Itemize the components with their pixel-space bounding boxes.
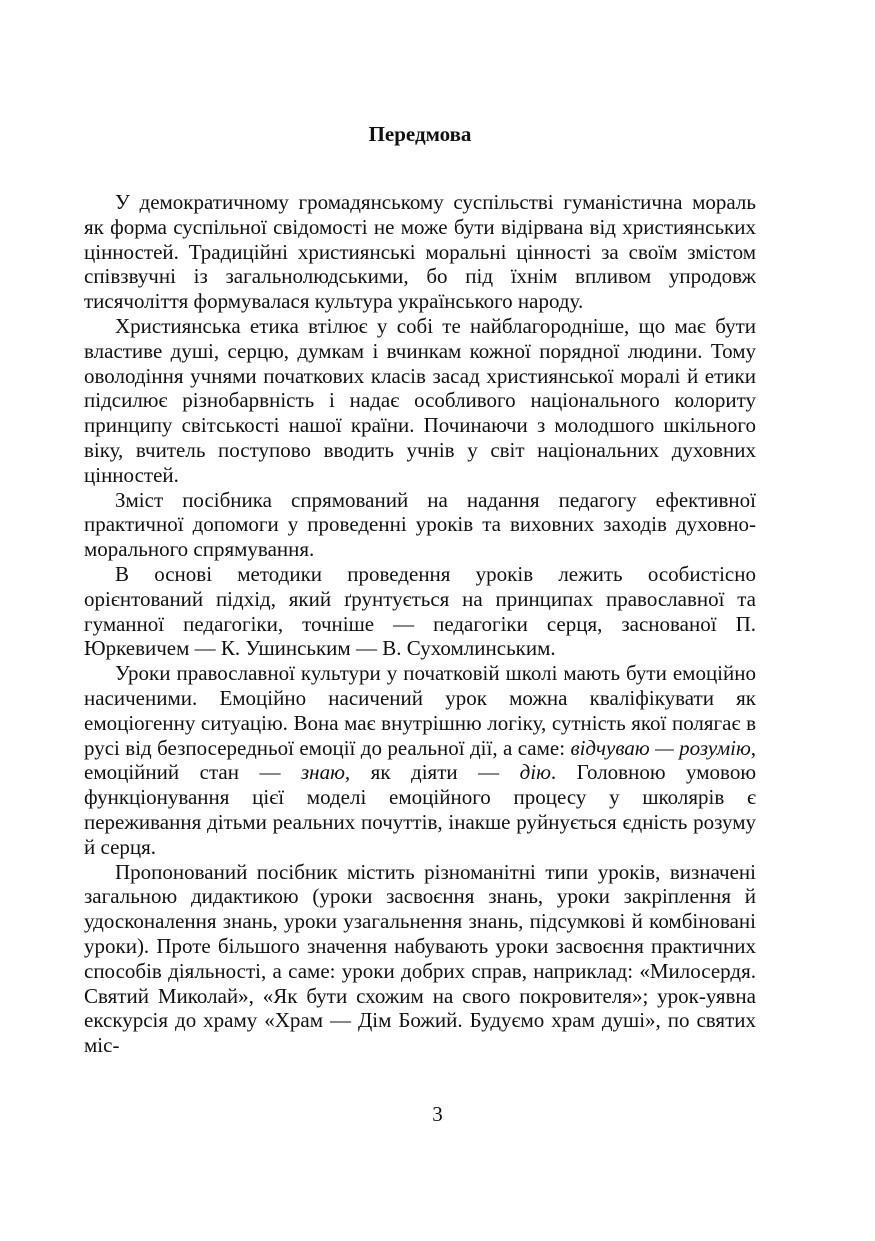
paragraph-4: В основі методики проведення уроків лежить особистісно орієнтований підхід, який ґрунтується на принципах православної та гуманної педагогіки, точніше — педагогіки серця, заснованої П. Юркевичем — К. Ушинським — В. Сухомлинським. xyxy=(84,561,756,661)
paragraph-5-emphasis-2: знаю, xyxy=(300,760,351,785)
page-title: Передмова xyxy=(368,122,472,146)
paragraph-5-emphasis-3: дію xyxy=(519,760,551,785)
paragraph-5-text-3: як діяти — xyxy=(350,760,520,785)
paragraph-6: Пропонований посібник містить різноманітні типи уроків, визначені загальною дидактикою (уроки засвоєння знань, уроки закріплення й удосконалення знань, уроки узагальнення знань, підсумкові й комбіновані уроки). Проте більшого значення набувають уроки засвоєння практичних способів діяльності, а саме: уроки добрих справ, наприклад: «Милосердя. Святий Миколай», «Як бути схожим на свого покровителя»; урок-уявна екскурсія до храму «Храм — Дім Божий. Будуємо храм душі», по святих міс- xyxy=(84,859,756,1058)
paragraph-3: Зміст посібника спрямований на надання педагогу ефективної практичної допомоги у проведенні уроків та виховних заходів духовно-морального спрямування. xyxy=(84,487,756,562)
paragraph-5 xyxy=(84,661,756,859)
paragraph-1: У демократичному громадянському суспільстві гуманістична мораль як форма суспільної свідомості не може бути відірвана від християнських цінностей. Традиційні християнські моральні цінності за своїм змістом співзвучні із загальнолюдськими, бо під їхнім впливом упродовж тисячоліття формувалася культура українського народу. xyxy=(84,190,756,314)
paragraph-2: Християнська етика втілює у собі те найблагородніше, що має бути властиве душі, серцю, думкам і вчинкам кожної порядної людини. Тому оволодіння учнями початкових класів засад християнської моралі й етики підсилює різнобарвність і надає особливого національного колориту принципу світськості нашої країни. Починаючи з молодшого шкільного віку, вчитель поступово вводить учнів у світ національних духовних цінностей. xyxy=(84,313,756,487)
paragraph-5-text-4: . Головною умовою функціонування цієї моделі емоційного процесу у школярів є переживання дітьми реальних почуттів, інакше руйнується єдність розуму й серця. xyxy=(84,760,757,859)
page-number: 3 xyxy=(432,1102,443,1126)
page-content xyxy=(84,120,756,1058)
paragraph-5-text-2: , емоційний стан — xyxy=(84,735,757,785)
paragraph-5-emphasis-1: відчуваю — розумію xyxy=(570,735,751,760)
paragraph-5-text-1: Уроки православної культури у початковій школі мають бути емоційно насиченими. Емоційно насичений урок можна кваліфікувати як емоціогенну ситуацію. Вона має внутрішню логіку, сутність якої полягає в русі від безпосередньої емоції до реальної дії, а саме: xyxy=(84,661,756,760)
